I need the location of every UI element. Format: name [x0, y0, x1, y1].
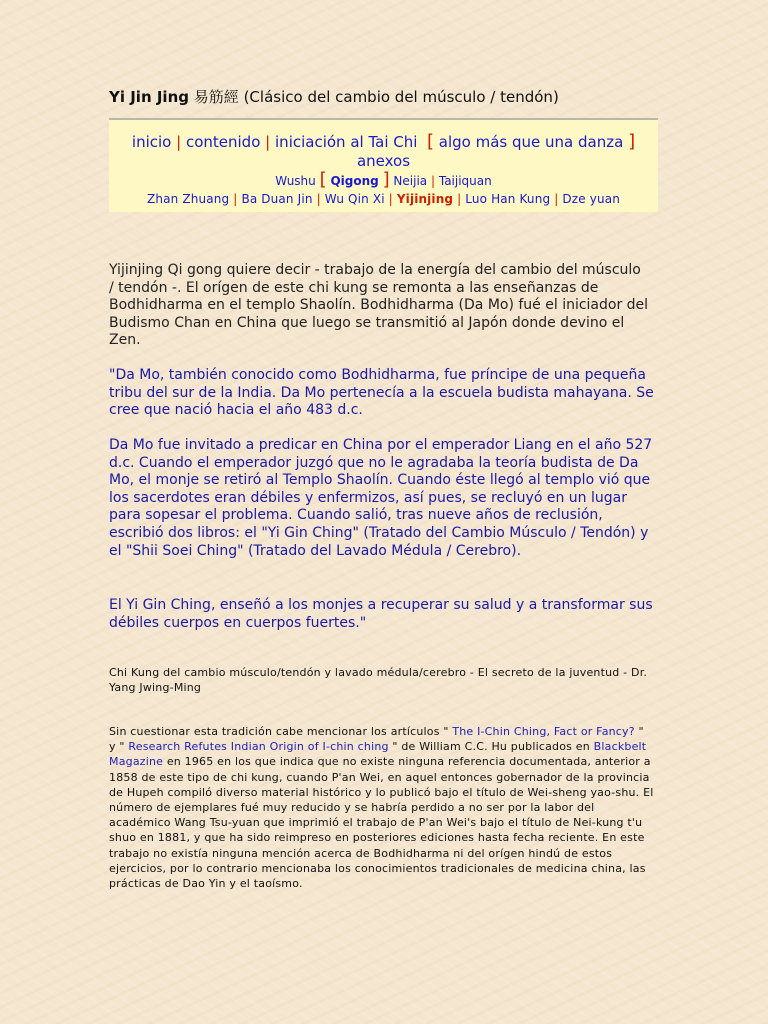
- nav-separator: |: [233, 192, 238, 206]
- blackbelt-magazine-link[interactable]: Blackbelt Magazine: [109, 740, 647, 769]
- title-subtitle: (Clásico del cambio del músculo / tendón): [243, 88, 559, 106]
- nav-iniciacion[interactable]: iniciación al Tai Chi: [275, 133, 418, 151]
- nav-luo-han-kung[interactable]: Luo Han Kung: [465, 192, 551, 206]
- nav-separator: |: [457, 192, 462, 206]
- nav-dze-yuan[interactable]: Dze yuan: [562, 192, 620, 206]
- nav-bracket-open: [: [426, 131, 434, 152]
- final-text: en 1965 en los que indica que no existe ninguna referencia documentada, anterior a 1858 de este tipo de chi kung, cuando P'an Wei, en aquel entonces gobernador de la provincia de Hupeh compiló diverso material histórico y lo publicó bajo el título de Wei-sheng yao-shu. El número de ejemplares fué muy reducido y se habría perdido a no ser por la labor del académico Wang Tsu-yuan que imprimió el trabajo de P'an Wei's bajo el título de Nei-kung t'u shuo en 1881, y que ha sido reimpreso en posteriores ediciones hasta fecha reciente. En este trabajo no existía ninguna mención acerca de Bodhidharma ni del orígen hindú de estos ejercicios, por lo contrario mencionaba los conocimientos tradicionales de medicina china, las prácticas de Dao Yin y el taoísmo.: [109, 755, 654, 891]
- quote-paragraph-3: El Yi Gin Ching, enseñó a los monjes a recuperar su salud y a transformar sus débiles cuerpos en cuerpos fuertes.": [109, 597, 653, 631]
- subnav-bracket-open: [: [319, 169, 327, 190]
- nav-qigong[interactable]: Qigong: [330, 174, 379, 188]
- nav-neijia[interactable]: Neijia: [393, 174, 428, 188]
- subnav-bracket-close: ]: [382, 169, 390, 190]
- final-text: " de William C.C. Hu publicados en: [388, 740, 594, 754]
- final-paragraph: [109, 724, 654, 891]
- quote-paragraph-1: "Da Mo, también conocido como Bodhidharma, fue príncipe de una pequeña tribu del sur de la India. Da Mo pertenecía a la escuela budista mahayana. Se cree que nació hacia el año 483 d.c.: [109, 367, 654, 419]
- nav-ba-duan-jin[interactable]: Ba Duan Jin: [241, 192, 313, 206]
- citation: Chi Kung del cambio músculo/tendón y lavado médula/cerebro - El secreto de la juventud - Dr. Yang Jwing-Ming: [109, 666, 648, 695]
- final-text: " y ": [109, 725, 644, 754]
- nav-separator: |: [430, 174, 436, 188]
- quote-paragraph-2: Da Mo fue invitado a predicar en China por el emperador Liang en el año 527 d.c. Cuando el emperador juzgó que no le agradaba la teoría budista de Da Mo, el monje se retiró al Templo Shaolín. Cuando éste llegó al templo vió que los sacerdotes eran débiles y enfermizos, así pues, se recluyó en un lugar para sopesar el problema. Cuando salió, tras nueve años de reclusión, escribió dos libros: el "Yi Gin Ching" (Tratado del Cambio Músculo / Tendón) y el "Shii Soei Ching" (Tratado del Lavado Médula / Cerebro).: [109, 437, 653, 559]
- qigong-nav: [109, 191, 658, 207]
- final-text: Sin cuestionar esta tradición cabe mencionar los artículos ": [109, 725, 453, 738]
- intro-paragraph: Yijinjing Qi gong quiere decir - trabajo de la energía del cambio del músculo / tendón -. El orígen de este chi kung se remonta a las enseñanzas de Bodhidharma en el templo Shaolín. Bodhidharma (Da Mo) fué el iniciador del Budismo Chan en China que luego se transmitió al Japón donde devino el Zen.: [109, 262, 649, 349]
- nav-contenido[interactable]: contenido: [185, 133, 261, 151]
- article-link-research-refutes[interactable]: Research Refutes Indian Origin of I-chin ching: [128, 740, 389, 754]
- title-chinese: 易筋經: [193, 88, 239, 106]
- nav-yijinjing[interactable]: Yijinjing: [396, 192, 454, 206]
- nav-separator: |: [554, 192, 559, 206]
- nav-inicio[interactable]: inicio: [131, 133, 172, 151]
- article-link-fact-or-fancy[interactable]: The I-Chin Ching, Fact or Fancy?: [452, 725, 635, 738]
- nav-zhan-zhuang[interactable]: Zhan Zhuang: [147, 192, 230, 206]
- nav-separator: |: [265, 133, 271, 151]
- sub-nav: [109, 169, 658, 190]
- page-title: [109, 86, 559, 107]
- nav-algo-mas[interactable]: algo más que una danza: [438, 133, 624, 151]
- nav-separator: |: [316, 192, 321, 206]
- nav-taijiquan[interactable]: Taijiquan: [438, 174, 492, 188]
- main-nav: [109, 132, 658, 171]
- nav-bracket-close: ]: [628, 131, 636, 152]
- title-name: Yi Jin Jing: [109, 88, 189, 106]
- nav-wu-qin-xi[interactable]: Wu Qin Xi: [324, 192, 385, 206]
- nav-anexos[interactable]: anexos: [356, 152, 411, 170]
- nav-wushu[interactable]: Wushu: [275, 174, 316, 188]
- nav-separator: |: [388, 192, 393, 206]
- navigation-box: [109, 118, 658, 212]
- nav-separator: |: [176, 133, 182, 151]
